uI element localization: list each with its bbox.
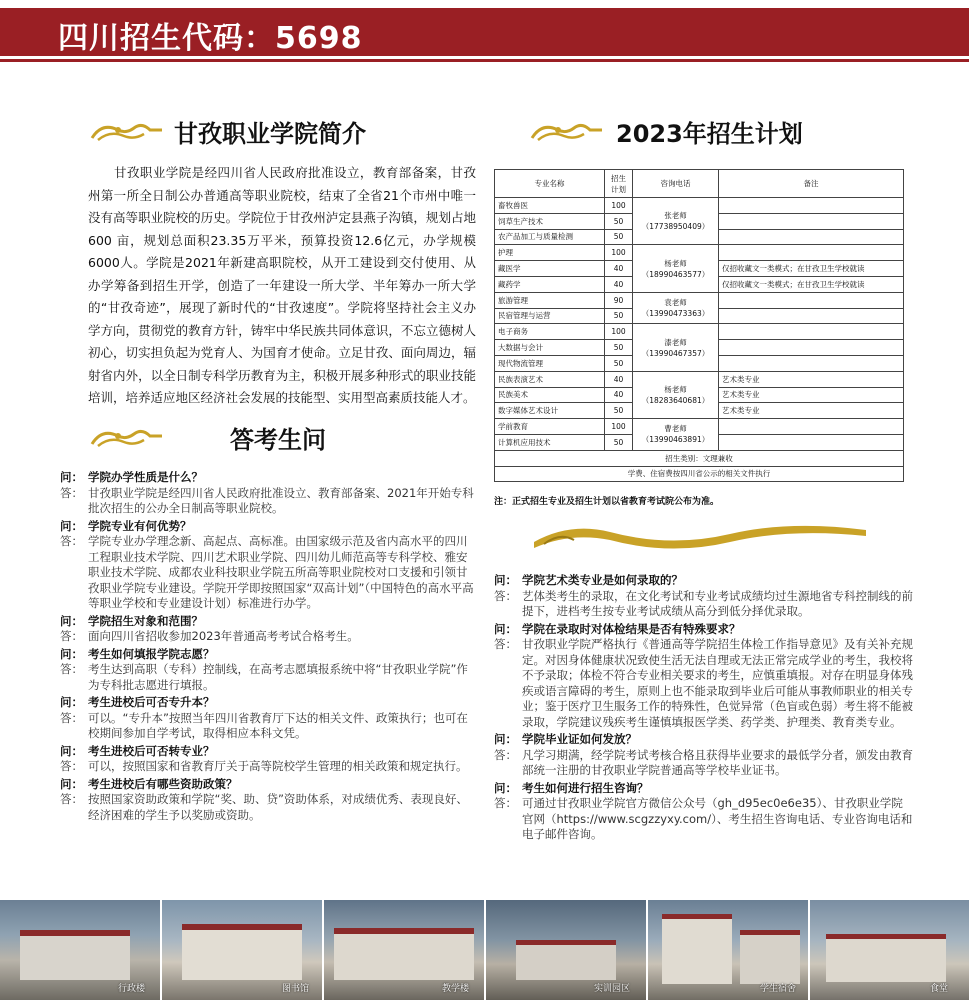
question-tag: 问： xyxy=(494,621,517,636)
answer xyxy=(60,711,476,742)
question-tag: 问： xyxy=(494,780,517,795)
count-cell: 50 xyxy=(605,308,633,324)
page-title: 四川招生代码：5698 xyxy=(58,21,363,56)
cloud-ornament-icon xyxy=(88,424,166,452)
photo-caption: 食堂 xyxy=(930,984,949,994)
count-cell: 100 xyxy=(605,324,633,340)
question xyxy=(60,744,476,760)
major-cell: 畜牧兽医 xyxy=(495,198,605,214)
contact-cell xyxy=(633,371,719,418)
ribbon-ornament-icon xyxy=(530,514,870,560)
answer-text: 艺体类考生的录取，在文化考试和专业考试成绩均过生源地省专科控制线的前提下，进档考生按专业考试成绩从高分到低分择优录取。 xyxy=(522,588,913,618)
campus-photo-strip xyxy=(0,900,969,1000)
count-cell: 40 xyxy=(605,371,633,387)
table-row xyxy=(495,324,904,340)
answer xyxy=(60,629,476,645)
remark-cell xyxy=(719,229,904,245)
table-footer-row xyxy=(495,450,904,466)
question xyxy=(60,614,476,630)
answer-text: 学院专业办学理念新、高起点、高标准。由国家级示范及省内高水平的四川工程职业技术学院、四川艺术职业学院、四川幼儿师范高等专科学校、雅安职业技术学院、成都农业科技职业学院五所高等职业院校对口支援和引领甘孜职业学院专业建设。学院开学即按照国家“双高计划”（中国特色的高水平高等职业学校和专业建设计划）标准进行办学。 xyxy=(88,534,474,610)
contact-name: 漆老师 xyxy=(664,337,687,347)
answer-text: 甘孜职业学院是经四川省人民政府批准设立、教育部备案、2021年开始专科批次招生的公办全日制高等职业院校。 xyxy=(88,485,474,515)
answer xyxy=(60,534,476,612)
campus-photo xyxy=(648,900,808,1000)
photo-caption: 实训园区 xyxy=(594,984,631,994)
intro-title: 甘孜职业学院简介 xyxy=(174,120,366,148)
question-tag: 问： xyxy=(60,470,83,484)
question-text: 学院办学性质是什么？ xyxy=(88,470,203,484)
contact-cell xyxy=(633,198,719,245)
contact-phone: （13990467357） xyxy=(641,348,710,358)
campus-photo xyxy=(324,900,484,1000)
answer-tag: 答： xyxy=(494,588,517,603)
answer-tag: 答： xyxy=(60,629,83,643)
question-text: 学院毕业证如何发放？ xyxy=(522,732,637,746)
question xyxy=(60,647,476,663)
contact-name: 曹老师 xyxy=(664,424,687,434)
table-footer-cell: 招生类别：文理兼收 xyxy=(495,450,904,466)
contact-phone: （17738950409） xyxy=(641,222,710,232)
contact-phone: （13990463891） xyxy=(641,435,710,445)
remark-cell: 艺术类专业 xyxy=(719,387,904,403)
question-text: 学院在录取时对体检结果是否有特殊要求？ xyxy=(522,621,741,636)
answer-tag: 答： xyxy=(60,792,83,806)
remark-cell xyxy=(719,198,904,214)
question xyxy=(494,573,914,589)
qa-title: 答考生问 xyxy=(230,426,326,454)
campus-photo xyxy=(486,900,646,1000)
answer-tag: 答： xyxy=(494,637,517,651)
col-phone: 咨询电话 xyxy=(633,170,719,198)
answer-tag: 答： xyxy=(60,534,83,548)
count-cell: 50 xyxy=(605,340,633,356)
question-tag: 问： xyxy=(60,743,83,758)
count-cell: 90 xyxy=(605,292,633,308)
major-cell: 饲草生产技术 xyxy=(495,213,605,229)
remark-cell xyxy=(719,245,904,261)
question-tag: 问： xyxy=(60,776,83,791)
major-cell: 现代物流管理 xyxy=(495,355,605,371)
col-remark: 备注 xyxy=(719,170,904,198)
answer-tag: 答： xyxy=(494,747,517,762)
count-cell: 100 xyxy=(605,245,633,261)
count-cell: 40 xyxy=(605,261,633,277)
answer xyxy=(494,589,914,620)
remark-cell xyxy=(719,324,904,340)
col-major: 专业名称 xyxy=(495,170,605,198)
question-text: 考生如何填报学院志愿？ xyxy=(88,646,215,661)
question-tag: 问： xyxy=(60,613,83,628)
remark-cell xyxy=(719,419,904,435)
photo-caption: 教学楼 xyxy=(442,984,470,994)
cloud-ornament-icon xyxy=(88,118,166,146)
major-cell: 大数据与会计 xyxy=(495,340,605,356)
answer-tag: 答： xyxy=(60,710,83,725)
question-text: 考生进校后有哪些资助政策？ xyxy=(88,776,238,791)
answer-text: 可以。“专升本”按照当年四川省教育厅下达的相关文件、政策执行；也可在校期间参加自学考试，取得相应本科文凭。 xyxy=(88,710,468,740)
campus-photo xyxy=(162,900,322,1000)
table-footer-row xyxy=(495,466,904,482)
photo-caption: 行政楼 xyxy=(118,984,146,994)
count-cell: 40 xyxy=(605,387,633,403)
question-tag: 问： xyxy=(60,695,83,709)
major-cell: 护理 xyxy=(495,245,605,261)
contact-name: 杨老师 xyxy=(664,258,687,268)
qa-heading xyxy=(88,420,326,455)
table-footer-cell: 学费、住宿费按四川省公示的相关文件执行 xyxy=(495,466,904,482)
count-cell: 100 xyxy=(605,198,633,214)
answer-text: 可以，按照国家和省教育厅关于高等院校学生管理的相关政策和规定执行。 xyxy=(88,759,468,773)
answer-text: 甘孜职业学院严格执行《普通高等学院招生体检工作指导意见》及有关补充规定。对因身体健康状况致使生活无法自理或无法正常完成学业的考生，我校将不予录取；体检不符合专业相关要求的考生，应慎重填报。对存在明显身体残疾或语言障碍的考生，原则上也不能录取到毕业后可能从事教师职业的相关专业；鉴于医疗卫生服务工作的特殊性，色觉异常（色盲或色弱）考生将不能被录取，学院建议残疾考生谨慎填报医学类、药学类、护理类、教育类专业。 xyxy=(522,637,913,729)
photo-caption: 图书馆 xyxy=(282,984,310,994)
remark-cell xyxy=(719,355,904,371)
remark-cell: 仅招收藏文一类模式；在甘孜卫生学校就读 xyxy=(719,261,904,277)
answer xyxy=(494,748,914,779)
cloud-ornament-icon xyxy=(528,118,606,146)
answer-tag: 答： xyxy=(60,662,83,676)
table-row xyxy=(495,371,904,387)
major-cell: 藏医学 xyxy=(495,261,605,277)
contact-phone: （18283640681） xyxy=(641,395,710,405)
contact-name: 杨老师 xyxy=(664,384,687,394)
major-cell: 学前教育 xyxy=(495,419,605,435)
count-cell: 40 xyxy=(605,276,633,292)
remark-cell xyxy=(719,213,904,229)
question xyxy=(60,470,476,486)
question-text: 考生如何进行招生咨询？ xyxy=(522,780,649,795)
table-row xyxy=(495,419,904,435)
question-text: 学院专业有何优势？ xyxy=(88,518,192,533)
count-cell: 50 xyxy=(605,229,633,245)
question-tag: 问： xyxy=(494,573,517,587)
contact-name: 袁老师 xyxy=(664,298,687,308)
count-cell: 50 xyxy=(605,434,633,450)
question xyxy=(494,622,914,638)
plan-title: 2023年招生计划 xyxy=(616,120,803,148)
remark-cell: 仅招收藏文一类模式；在甘孜卫生学校就读 xyxy=(719,276,904,292)
answer-text: 面向四川省招收参加2023年普通高考考试合格考生。 xyxy=(88,629,359,643)
answer xyxy=(494,796,914,843)
question-text: 学院艺术类专业是如何录取的？ xyxy=(522,573,683,587)
answer-text: 凡学习期满，经学院考试考核合格且获得毕业要求的最低学分者，颁发由教育部统一注册的甘孜职业学院普通高等学校毕业证书。 xyxy=(522,747,913,777)
question-tag: 问： xyxy=(60,646,83,661)
remark-cell xyxy=(719,434,904,450)
major-cell: 农产品加工与质量检测 xyxy=(495,229,605,245)
question xyxy=(494,732,914,748)
col-count: 招生计划 xyxy=(605,170,633,198)
remark-cell xyxy=(719,308,904,324)
answer xyxy=(494,637,914,730)
question xyxy=(60,777,476,793)
intro-heading xyxy=(88,114,366,149)
contact-name: 张老师 xyxy=(664,211,687,221)
count-cell: 50 xyxy=(605,355,633,371)
contact-phone: （18990463577） xyxy=(641,269,710,279)
remark-cell: 艺术类专业 xyxy=(719,403,904,419)
answer-text: 可通过甘孜职业学院官方微信公众号（gh_d95ec0e6e35）、甘孜职业学院官网（https://www.scgzzyxy.com/）、考生招生咨询电话、专业咨询电话和电子邮件咨询。 xyxy=(522,796,913,841)
question xyxy=(60,695,476,711)
question-text: 考生进校后可否转专业？ xyxy=(88,743,215,758)
major-cell: 计算机应用技术 xyxy=(495,434,605,450)
answer-text: 考生达到高职（专科）控制线，在高考志愿填报系统中将“甘孜职业学院”作为专科批志愿进行填报。 xyxy=(88,662,468,692)
major-cell: 民族表演艺术 xyxy=(495,371,605,387)
contact-phone: （13990473363） xyxy=(641,309,710,319)
count-cell: 100 xyxy=(605,419,633,435)
contact-cell xyxy=(633,245,719,292)
table-row xyxy=(495,292,904,308)
major-cell: 民族美术 xyxy=(495,387,605,403)
campus-photo xyxy=(810,900,969,1000)
contact-cell xyxy=(633,324,719,371)
answer xyxy=(60,662,476,693)
answer-tag: 答： xyxy=(60,759,83,773)
question xyxy=(494,781,914,797)
count-cell: 50 xyxy=(605,403,633,419)
answer-tag: 答： xyxy=(60,485,83,500)
answer xyxy=(60,486,476,517)
answer-text: 按照国家资助政策和学院“奖、助、贷”资助体系，对成绩优秀、表现良好、经济困难的学生予以奖励或资助。 xyxy=(88,792,468,822)
contact-cell xyxy=(633,292,719,324)
question-tag: 问： xyxy=(494,732,517,746)
major-cell: 旅游管理 xyxy=(495,292,605,308)
major-cell: 数字媒体艺术设计 xyxy=(495,403,605,419)
remark-cell xyxy=(719,340,904,356)
remark-cell xyxy=(719,292,904,308)
question-text: 学院招生对象和范围？ xyxy=(88,613,203,628)
qa-right-list xyxy=(494,573,914,845)
question xyxy=(60,519,476,535)
plan-note: 注：正式招生专业及招生计划以省教育考试院公布为准。 xyxy=(494,497,720,507)
table-row xyxy=(495,245,904,261)
question-tag: 问： xyxy=(60,518,83,533)
answer-tag: 答： xyxy=(494,796,517,810)
header xyxy=(0,0,969,64)
question-text: 考生进校后可否专升本？ xyxy=(88,695,215,709)
campus-photo xyxy=(0,900,160,1000)
major-cell: 藏药学 xyxy=(495,276,605,292)
photo-caption: 学生宿舍 xyxy=(760,984,797,994)
plan-heading xyxy=(528,114,803,149)
intro-paragraph: 甘孜职业学院是经四川省人民政府批准设立，教育部备案，甘孜州第一所全日制公办普通高等职业院校，结束了全省21个市州中唯一没有高等职业院校的历史。学院位于甘孜州泸定县燕子沟镇，规划占地600 亩，规划总面积23.35万平米，预算投资12.6亿元，办学规模6000人。学院是2021年新建高职院校，从开工建设到交付使用、从办学筹备到招生开学，创造了一年建设一所大学、半年筹办一所大学的“甘孜奇迹”，展现了新时代的“甘孜速度”。学院将坚持社会主义办学方向，贯彻党的教育方针，铸牢中华民族共同体意识，不忘立德树人初心，切实担负起为党育人、为国育才使命。立足甘孜、面向周边，辐射省内外，以全日制专科学历教育为主，积极开展多种形式的职业技能培训，培养适应地区经济社会发展的技能型、实用型高素质技能人才。 xyxy=(88,165,476,405)
qa-left-list xyxy=(60,470,476,825)
table-row xyxy=(495,198,904,214)
major-cell: 民宿管理与运营 xyxy=(495,308,605,324)
contact-cell xyxy=(633,419,719,451)
table-header-row xyxy=(495,170,904,198)
remark-cell: 艺术类专业 xyxy=(719,371,904,387)
answer xyxy=(60,792,476,823)
major-cell: 电子商务 xyxy=(495,324,605,340)
count-cell: 50 xyxy=(605,213,633,229)
answer xyxy=(60,759,476,775)
enrollment-plan-table xyxy=(494,169,904,482)
